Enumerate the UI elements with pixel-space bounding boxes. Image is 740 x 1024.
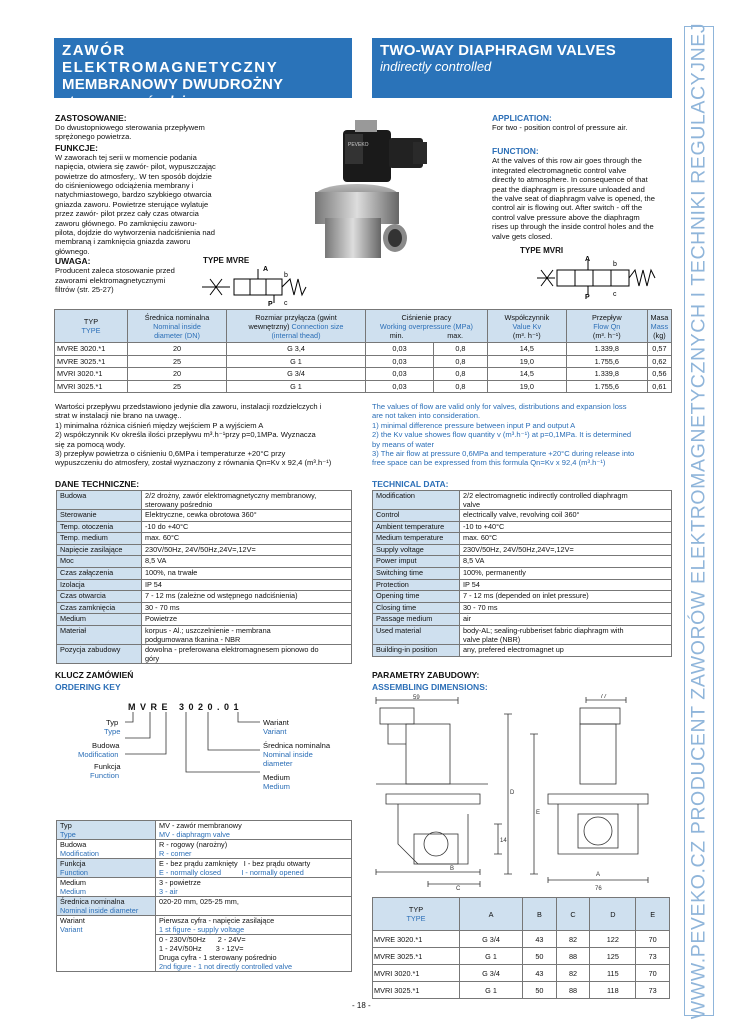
intro-en — [492, 113, 668, 241]
ok-variant: Variant — [263, 727, 287, 736]
table-row: Średnica nominalna Nominal inside diameter 020-20 mm, 025-25 mm, — [57, 897, 352, 916]
function-line: valve gets closed. — [492, 231, 553, 241]
key-table — [56, 820, 352, 972]
header-pl — [54, 38, 352, 108]
table-row: MVRE 3025.*1 25 G 1 0,03 0,8 19,0 1.755,6 0,62 — [55, 355, 672, 368]
table-row: Moc 8,5 VA — [57, 556, 352, 568]
function-heading: FUNCTION: — [492, 146, 539, 157]
table-row: MVRE 3020.*1 20 G 3,4 0,03 0,8 14,5 1.339,8 0,57 — [55, 343, 672, 356]
tech-en-title: TECHNICAL DATA: — [372, 479, 449, 489]
table-row: Ambient temperature -10 to +40°C — [373, 521, 672, 533]
th-type: TYPE — [81, 326, 101, 335]
side-banner-text: WWW.PEVEKO.CZ PRODUCENT ZAWORÓW ELEKTROMAGNETYCZNYCH I TECHNIKI REGULACYJNEJ — [687, 22, 710, 1020]
dim-14: 14 — [500, 838, 507, 844]
th-przeplyw: Przepływ — [591, 312, 622, 322]
table-row: Budowa 2/2 drożny, zawór elektromagnetyczny membranowy, sterowany pośrednio — [57, 491, 352, 510]
th-internal: (internal thead) — [271, 330, 321, 340]
funkcje-line: powietrze do atmosfery,. W ten sposób dojdzie — [55, 171, 212, 181]
dim-77: 77 — [600, 694, 607, 700]
th-rozmiar2: wewnętrzny) — [248, 321, 290, 331]
uwaga-heading: UWAGA: — [55, 256, 91, 267]
assembling-title-en: ASSEMBLING DIMENSIONS: — [372, 682, 488, 692]
note-pl: 3) przepływ powietrza o ciśnieniu 0,6MPa i temperaturze +20°C przy — [55, 449, 286, 459]
ok-srednica: Średnica nominalna — [263, 741, 331, 750]
dim-table: TYP TYPE A B C D E MVRE 3020.*1 G 3/4 43 82 122 70 MVRE 3025.*1 G 1 50 88 125 73 MVRI 3020.*1 G 3/4 43 82 115 70 MVRI 3025.*1 G 1 50 88 118 73 — [372, 897, 670, 999]
symbol-p: P — [268, 301, 273, 307]
zastosowanie-line: sprężonego powietrza. — [55, 132, 132, 142]
th-srednica: Średnica nominalna — [144, 312, 210, 322]
note-en: free space can be expressed from this formula Qn=Kv x 92,4 (m³.h⁻¹) — [372, 458, 606, 468]
ok-nominal: Nominal inside — [263, 750, 313, 759]
table-row: Medium temperature max. 60°C — [373, 533, 672, 545]
funkcje-line: natychmiastowego, bardzo szybkiego otwarcia — [55, 190, 212, 200]
th-masa: Masa — [650, 312, 669, 322]
table-row: MVRI 3020.*1 G 3/4 43 82 115 70 — [373, 965, 670, 982]
th-diameter: diameter (DN) — [154, 330, 200, 340]
symbol-mvre — [200, 265, 310, 307]
ordering-title-en: ORDERING KEY — [55, 682, 121, 692]
th-wspolczynnik: Współczynnik — [504, 312, 550, 322]
funkcje-line: głównego. — [55, 246, 90, 256]
note-en: 3) The air flow at pressure 0,6MPa and temperature +20°C during release into — [372, 449, 635, 459]
table-row: Closing time 30 - 70 ms — [373, 602, 672, 614]
main-table — [54, 309, 672, 393]
table-row: Control electrically valve, revolving coil 360° — [373, 510, 672, 522]
table-row: Switching time 100%, permanently — [373, 567, 672, 579]
table-row: Temp. otoczenia -10 do +40°C — [57, 521, 352, 533]
table-row: Opening time 7 - 12 ms (depended on inlet pressure) — [373, 591, 672, 603]
ok-type: Type — [104, 727, 121, 736]
dim-a: A — [596, 872, 601, 878]
ordering-code: M V R E 3 0 2 0 . 0 1 — [128, 702, 240, 712]
header-pl-title2: MEMBRANOWY DWUDROŻNY — [62, 76, 284, 93]
ok-diameter: diameter — [263, 759, 293, 768]
th-mass-unit: (kg) — [653, 330, 666, 340]
table-row: Typ Type MV - zawór membranowy MV - diaphragm valve — [57, 821, 352, 840]
assembling-title-pl: PARAMETRY ZABUDOWY: — [372, 670, 480, 680]
note-pl: wypuszczeniu do atmosfery, został wyznaczony z równania Qn=Kv x 92,4 (m³.h⁻¹) — [55, 458, 332, 468]
table-row: Power imput 8,5 VA — [373, 556, 672, 568]
symbol-a: A — [585, 256, 591, 263]
function-line: control air is flowing out. After switch - off the — [492, 203, 643, 213]
ok-function: Function — [90, 771, 120, 780]
funkcje-line: pilota, dojdzie do wytworzenia nadciśnienia nad — [55, 228, 215, 238]
note-en: 1) minimal difference pressure between input P and output A — [372, 420, 576, 430]
dim-e: E — [536, 810, 541, 816]
symbol-a: A — [263, 266, 269, 273]
dim-b: B — [450, 866, 455, 872]
th-connection: Connection size — [291, 321, 344, 331]
th-kv: Value Kv — [512, 321, 542, 331]
table-row: Protection IP 54 — [373, 579, 672, 591]
th-flow: Flow Qn — [593, 321, 621, 331]
th-cisnienie: Ciśnienie pracy — [401, 312, 452, 322]
table-row: Czas zamknięcia 30 - 70 ms — [57, 602, 352, 614]
header-en-title: TWO-WAY DIAPHRAGM VALVES — [380, 42, 616, 59]
function-line: At the valves of this row air goes through the — [492, 156, 642, 166]
tech-pl-table — [56, 490, 352, 664]
note-pl: strat w instalacji nie brano na uwagę.. — [55, 411, 182, 421]
funkcje-line: membraną i zamknięcia gniazda zaworu — [55, 237, 191, 247]
note-en: by means of water — [372, 439, 435, 449]
table-row: MVRE 3025.*1 G 1 50 88 125 73 — [373, 948, 670, 965]
zastosowanie-line: Do dwustopniowego sterowania przepływem — [55, 123, 205, 132]
th-typ: TYP — [83, 317, 99, 326]
table-row: Pozycja zabudowy dowolna - preferowana elektromagnesem pionowo do góry — [57, 644, 352, 663]
th-rozmiar: Rozmiar przyłącza (gwint — [255, 312, 337, 322]
symbol-p: P — [585, 294, 590, 300]
table-row: Medium Powietrze — [57, 614, 352, 626]
dim-th-type: TYPE — [406, 914, 426, 923]
table-row: MVRI 3025.*1 G 1 50 88 118 73 — [373, 982, 670, 999]
header-pl-subtitle: sterowany pośrednio — [62, 93, 193, 108]
ordering-lines — [120, 712, 260, 782]
function-line: integrated electromagnetic control valve — [492, 165, 627, 175]
valve-photo — [295, 112, 445, 262]
ordering-title-pl: KLUCZ ZAMÓWIEŃ — [55, 670, 134, 680]
table-row: MVRE 3020.*1 G 3/4 43 82 122 70 — [373, 931, 670, 948]
function-line: peat the diaphragm is pressure unloaded and — [492, 184, 645, 194]
table-row: Izolacja IP 54 — [57, 579, 352, 591]
symbol-c: c — [284, 300, 288, 307]
dim-c: C — [456, 886, 461, 892]
header-en-subtitle: indirectly controlled — [380, 59, 492, 74]
th-working: Working overpressure (MPa) — [379, 321, 473, 331]
tech-en-table — [372, 490, 672, 657]
symbol-mvre-label: TYPE MVRE — [203, 256, 250, 265]
uwaga-line: Producent zaleca stosowanie przed — [55, 266, 175, 276]
table-row: Czas otwarcia 7 - 12 ms (zależne od wstępnego nadciśnienia) — [57, 591, 352, 603]
symbol-mvri — [535, 256, 665, 300]
table-row: Medium Medium 3 - powietrze 3 - air — [57, 878, 352, 897]
table-row: MVRI 3020.*1 20 G 3/4 0,03 0,8 14,5 1.339,8 0,56 — [55, 368, 672, 381]
table-row: Funkcja Function E - bez prądu zamknięty I - bez prądu otwarty E - normally closed I - normally opened — [57, 859, 352, 878]
function-line: directly to atmosphere. In consequence of that — [492, 175, 648, 185]
symbol-b: b — [613, 261, 617, 268]
page-number: - 18 - — [352, 1001, 371, 1010]
dim-th-typ: TYP — [408, 905, 424, 914]
note-pl: Wartości przepływu przedstawiono jedynie dla zaworu, instalacji rozdzielczych i — [55, 402, 322, 411]
assembling-drawing — [368, 694, 668, 894]
dim-76: 76 — [595, 886, 602, 892]
funkcje-line: zaworu głównego. Po zamknięciu zaworu- — [55, 218, 197, 228]
function-line: the valve seat of diaphragm valve is opened, the — [492, 194, 655, 204]
th-flow-unit: (m³. h⁻¹) — [592, 330, 621, 340]
table-row: Sterowanie Elektryczne, cewka obrotowa 360° — [57, 510, 352, 522]
note-pl: 2) współczynnik Kv określa ilości przepływu m³.h⁻¹przy p=0,1MPa. Wyznacza — [55, 430, 316, 440]
function-line: control valve pressure above the diaphragm — [492, 212, 640, 222]
funkcje-heading: FUNKCJE: — [55, 142, 98, 153]
th-nominal: Nominal inside — [153, 321, 201, 331]
application-text: For two - position control of pressure air. — [492, 123, 628, 132]
uwaga-line: zaworami elektromagnetycznymi — [55, 275, 166, 285]
th-max: max. — [447, 330, 463, 340]
funkcje-line: napięcia, otwiera się zawór- pilot, wypuszczając — [55, 162, 216, 172]
table-row: Budowa Modification R - rogowy (narożny) R - corner — [57, 840, 352, 859]
ok-wariant: Wariant — [263, 718, 289, 727]
table-row: MVRI 3025.*1 25 G 1 0,03 0,8 19,0 1.755,6 0,61 — [55, 380, 672, 393]
side-banner — [684, 22, 714, 1020]
dim-d: D — [510, 790, 515, 796]
table-row: Building-in position any, prefered electromagnet up — [373, 644, 672, 656]
ok-medium-en: Medium — [263, 782, 291, 791]
ok-medium: Medium — [263, 773, 291, 782]
zastosowanie-heading: ZASTOSOWANIE: — [55, 113, 127, 123]
ok-typ: Typ — [106, 718, 119, 727]
table-row: Modification 2/2 electromagnetic indirectly controlled diaphragm valve — [373, 491, 672, 510]
note-pl: się za pomocą wody. — [55, 439, 126, 449]
table-row: Supply voltage 230V/50Hz, 24V/50Hz,24V=,12V= — [373, 544, 672, 556]
table-row: Used material body-AL; sealing-rubberiset fabric diaphragm with valve plate (NBR) — [373, 625, 672, 644]
application-heading: APPLICATION: — [492, 113, 552, 123]
funkcje-line: W zaworach tej serii w momencie podania — [55, 152, 197, 162]
note-en: The values of flow are valid only for valves, distributions and expansion loss — [372, 402, 627, 411]
ok-funkcja: Funkcja — [94, 762, 121, 771]
table-row: Temp. medium max. 60°C — [57, 533, 352, 545]
header-en — [372, 38, 672, 98]
symbol-c: c — [613, 291, 617, 298]
ok-budowa: Budowa — [92, 741, 120, 750]
uwaga-line: filtrów (str. 25-27) — [55, 285, 114, 295]
notes-en — [372, 402, 672, 468]
funkcje-line: do ciśnieniowego odciążenia membrany i — [55, 181, 194, 191]
funkcje-line: przez zawór- pilot przez cały czas otwarcia — [55, 209, 199, 219]
function-line: rises up through the inside control holes and the — [492, 222, 654, 232]
table-row: Wariant Variant Pierwsza cyfra - napięcie zasilające 1 st figure - supply voltage 0 - 230V/50Hz 2 - 24V= 1 - 24V/50Hz 3 - 12V= Druga cyfra - 1 sterowany pośrednio 2nd figure - 1 not directly controlled valve — [57, 916, 352, 972]
th-kv-unit: (m³. h⁻¹) — [512, 330, 541, 340]
ok-modification: Modification — [78, 750, 119, 759]
tech-pl-title: DANE TECHNICZNE: — [55, 479, 140, 489]
funkcje-line: gniazda zaworu. Powietrze sterujące wylatuje — [55, 199, 209, 209]
dim-59: 59 — [413, 695, 420, 701]
note-en: 2) the Kv value showes flow quantity v (m³.h⁻¹) at p=0,1MPa. It is determined — [372, 430, 632, 440]
th-mass: Mass — [650, 321, 669, 331]
table-row: Passage medium air — [373, 614, 672, 626]
header-pl-title1: ZAWÓR ELEKTROMAGNETYCZNY — [62, 42, 279, 76]
table-row: Czas załączenia 100%, na trwałe — [57, 567, 352, 579]
table-row: Napięcie zasilające 230V/50Hz, 24V/50Hz,24V=,12V= — [57, 544, 352, 556]
th-min: min. — [389, 330, 404, 340]
note-pl: 1) minimalna różnica ciśnień między wejściem P a wyjściem A — [55, 420, 264, 430]
notes-pl — [55, 402, 360, 468]
symbol-b: b — [284, 272, 288, 279]
note-en: are not taken into consideration. — [372, 411, 481, 421]
symbol-mvri-label: TYPE MVRI — [520, 246, 564, 255]
table-row: Materiał korpus - Al.; uszczelnienie - membrana podgumowana tkanina - NBR — [57, 625, 352, 644]
svg-text:PEVEKO: PEVEKO — [348, 142, 369, 148]
